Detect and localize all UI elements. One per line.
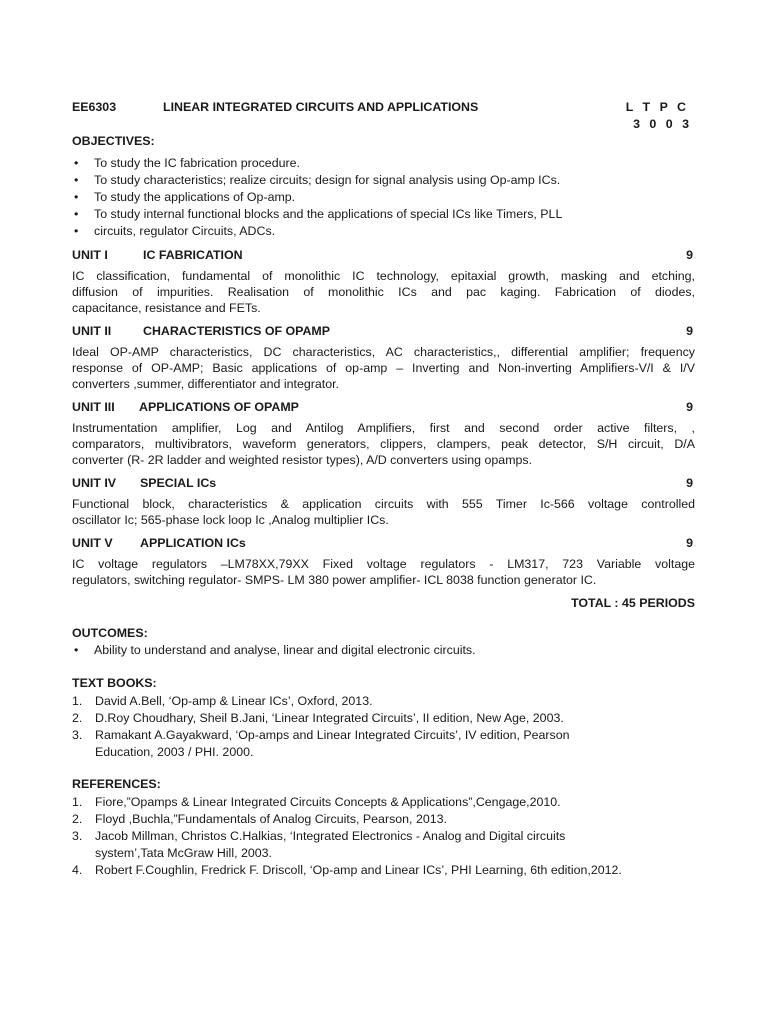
text-books-heading: TEXT BOOKS:	[72, 676, 157, 690]
content-line: response of OP-AMP; Basic applications of op-amp – Inverting and Non-inverting Amplifiers-V/I & I/V	[72, 361, 695, 375]
unit-number: UNIT V	[72, 536, 113, 550]
list-item: 2. Floyd ,Buchla,”Fundamentals of Analog Circuits, Pearson, 2013.	[72, 812, 447, 826]
unit-number: UNIT III	[72, 400, 115, 414]
bullet-icon: •	[74, 224, 79, 238]
unit-title: CHARACTERISTICS OF OPAMP	[143, 324, 331, 338]
list-item: 3. Jacob Millman, Christos C.Halkias, ‘Integrated Electronics - Analog and Digital circuits system’,Tata McGraw Hill, 2003.	[72, 829, 566, 860]
bullet-icon: •	[74, 173, 79, 187]
total-periods: TOTAL : 45 PERIODS	[571, 596, 695, 610]
unit-hours: 9	[686, 476, 693, 490]
unit-content	[72, 496, 695, 528]
content-line: comparators, multivibrators, waveform generators, clippers, clampers, peak detector, S/H circuit, D/A	[72, 437, 695, 451]
content-line: converters ,summer, differentiator and integrator.	[72, 377, 339, 391]
unit-content	[72, 420, 695, 468]
references-heading: REFERENCES:	[72, 777, 161, 791]
list-item: • To study the IC fabrication procedure.	[74, 156, 300, 170]
references-list	[72, 794, 695, 879]
list-item: 2. D.Roy Choudhary, Sheil B.Jani, ‘Linear Integrated Circuits’, II edition, New Age, 2003.	[72, 711, 564, 725]
content-line: Functional block, characteristics & application circuits with 555 Timer Ic-566 voltage controlled	[72, 497, 695, 511]
unit-heading	[72, 247, 695, 263]
list-item: 4. Robert F.Coughlin, Fredrick F. Driscoll, ‘Op-amp and Linear ICs’, PHI Learning, 6th edition,2012.	[72, 863, 622, 877]
content-line: IC voltage regulators –LM78XX,79XX Fixed voltage regulators - LM317, 723 Variable voltage	[72, 557, 695, 571]
content-line: Instrumentation amplifier, Log and Antilog Amplifiers, first and second order active filters, ,	[72, 421, 695, 435]
list-item: 1. David A.Bell, ‘Op-amp & Linear ICs’, Oxford, 2013.	[72, 694, 373, 708]
objectives-heading: OBJECTIVES:	[72, 134, 155, 148]
list-item: • Ability to understand and analyse, linear and digital electronic circuits.	[74, 643, 476, 657]
content-line: regulators, switching regulator- SMPS- LM 380 power amplifier- ICL 8038 function generator IC.	[72, 573, 597, 587]
bullet-icon: •	[74, 643, 79, 657]
unit-heading	[72, 475, 695, 491]
content-line: diffusion of impurities. Realisation of monolithic ICs and pac kaging. Fabrication of diodes,	[72, 285, 695, 299]
objectives-list	[72, 155, 695, 240]
unit-heading	[72, 323, 695, 339]
content-line: IC classification, fundamental of monolithic IC technology, epitaxial growth, masking and etching,	[72, 269, 695, 283]
unit-hours: 9	[686, 536, 693, 550]
ltpc-label: L T P C	[625, 100, 689, 114]
unit-title: APPLICATIONS OF OPAMP	[139, 400, 299, 414]
ltpc-values: 3 0 0 3	[633, 117, 692, 131]
unit-hours: 9	[686, 248, 693, 262]
content-line: Ideal OP-AMP characteristics, DC characteristics, AC characteristics,, differential amplifier; frequency	[72, 345, 695, 359]
content-line: capacitance, resistance and FETs.	[72, 301, 261, 315]
unit-content	[72, 556, 695, 588]
unit-title: APPLICATION ICs	[140, 536, 246, 550]
bullet-icon: •	[74, 207, 79, 221]
unit-number: UNIT I	[72, 248, 108, 262]
unit-heading	[72, 399, 695, 415]
course-header	[72, 99, 695, 131]
outcomes-heading: OUTCOMES:	[72, 626, 148, 640]
content-line: converter (R- 2R ladder and weighted resistor types), A/D converters using opamps.	[72, 453, 533, 467]
list-item: 1. Fiore,”Opamps & Linear Integrated Circuits Concepts & Applications”,Cengage,2010.	[72, 795, 561, 809]
unit-number: UNIT II	[72, 324, 112, 338]
outcomes-list	[72, 642, 695, 659]
text-books-list	[72, 693, 695, 761]
unit-hours: 9	[686, 324, 693, 338]
bullet-icon: •	[74, 156, 79, 170]
course-code: EE6303	[72, 100, 117, 114]
unit-title: IC FABRICATION	[143, 248, 243, 262]
content-line: oscillator Ic; 565-phase lock loop Ic ,Analog multiplier ICs.	[72, 513, 389, 527]
unit-number: UNIT IV	[72, 476, 117, 490]
list-item: • To study characteristics; realize circuits; design for signal analysis using Op-amp ICs.	[74, 173, 561, 187]
syllabus-page	[72, 99, 695, 879]
course-title: LINEAR INTEGRATED CIRCUITS AND APPLICATIONS	[163, 100, 479, 114]
unit-title: SPECIAL ICs	[140, 476, 217, 490]
unit-content	[72, 268, 695, 316]
list-item: • To study the applications of Op-amp.	[74, 190, 296, 204]
list-item: • To study internal functional blocks and the applications of special ICs like Timers, PLL	[74, 207, 563, 221]
bullet-icon: •	[74, 190, 79, 204]
list-item: 3. Ramakant A.Gayakward, ‘Op-amps and Linear Integrated Circuits’, IV edition, Pearson Education, 2003 / PHI. 2000.	[72, 728, 570, 759]
unit-content	[72, 344, 695, 392]
unit-heading	[72, 535, 695, 551]
list-item: • circuits, regulator Circuits, ADCs.	[74, 224, 276, 238]
unit-hours: 9	[686, 400, 693, 414]
